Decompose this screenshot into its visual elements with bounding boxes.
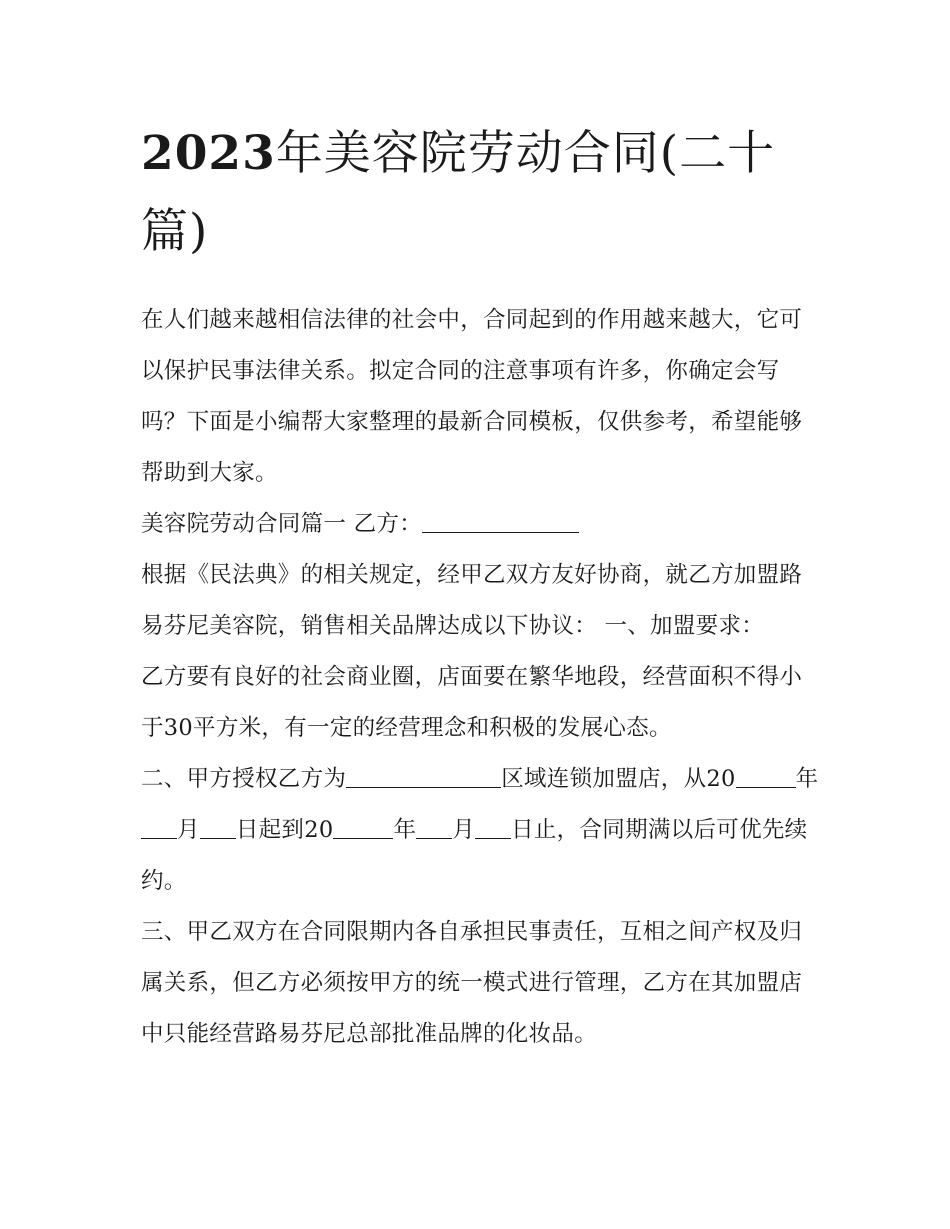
end-month-blank bbox=[416, 837, 452, 839]
clause-2-prefix: 二、甲方授权乙方为 bbox=[141, 766, 347, 792]
start-month-label: 月 bbox=[177, 817, 200, 843]
clause-2-paragraph bbox=[141, 754, 821, 907]
end-day-blank bbox=[475, 837, 511, 839]
section-heading-text: 美容院劳动合同篇一 乙方： bbox=[141, 511, 423, 537]
clause-2-suffix: 日止，合同期满以后可优先续约。 bbox=[141, 817, 808, 894]
clause-2-after-region: 区域连锁加盟店，从 bbox=[501, 766, 707, 792]
end-year-prefix: 20 bbox=[304, 817, 334, 843]
clause-3-paragraph: 三、甲乙双方在合同限期内各自承担民事责任，互相之间产权及归属关系，但乙方必须按甲方的统一模式进行管理，乙方在其加盟店中只能经营路易芬尼总部批准品牌的化妆品。 bbox=[141, 919, 803, 1047]
requirements-paragraph: 乙方要有良好的社会商业圈，店面要在繁华地段，经营面积不得小于30平方米，有一定的经营理念和积极的发展心态。 bbox=[141, 664, 803, 741]
start-day-blank bbox=[200, 837, 236, 839]
region-blank bbox=[346, 786, 501, 788]
start-month-blank bbox=[141, 837, 177, 839]
start-year-blank bbox=[736, 786, 796, 788]
start-year-label: 年 bbox=[795, 766, 819, 792]
start-day-label: 日起到 bbox=[235, 817, 305, 843]
title-year: 2023 bbox=[141, 126, 276, 181]
section-heading bbox=[141, 499, 821, 550]
document-page bbox=[141, 115, 821, 1060]
end-year-label: 年 bbox=[393, 817, 417, 843]
title-text: 年美容院劳动合同(二十篇) bbox=[141, 126, 776, 259]
start-year-prefix: 20 bbox=[706, 766, 736, 792]
party-b-blank bbox=[422, 531, 579, 533]
intro-paragraph: 在人们越来越相信法律的社会中，合同起到的作用越来越大，它可以保护民事法律关系。拟定合同的注意事项有许多，你确定会写吗？下面是小编帮大家整理的最新合同模板，仅供参考，希望能够帮助到大家。 bbox=[141, 307, 803, 486]
end-year-blank bbox=[333, 837, 393, 839]
end-month-label: 月 bbox=[452, 817, 476, 843]
document-title bbox=[141, 115, 821, 271]
basis-paragraph: 根据《民法典》的相关规定，经甲乙双方友好协商，就乙方加盟路易芬尼美容院，销售相关品牌达成以下协议： 一、加盟要求： bbox=[141, 562, 803, 639]
